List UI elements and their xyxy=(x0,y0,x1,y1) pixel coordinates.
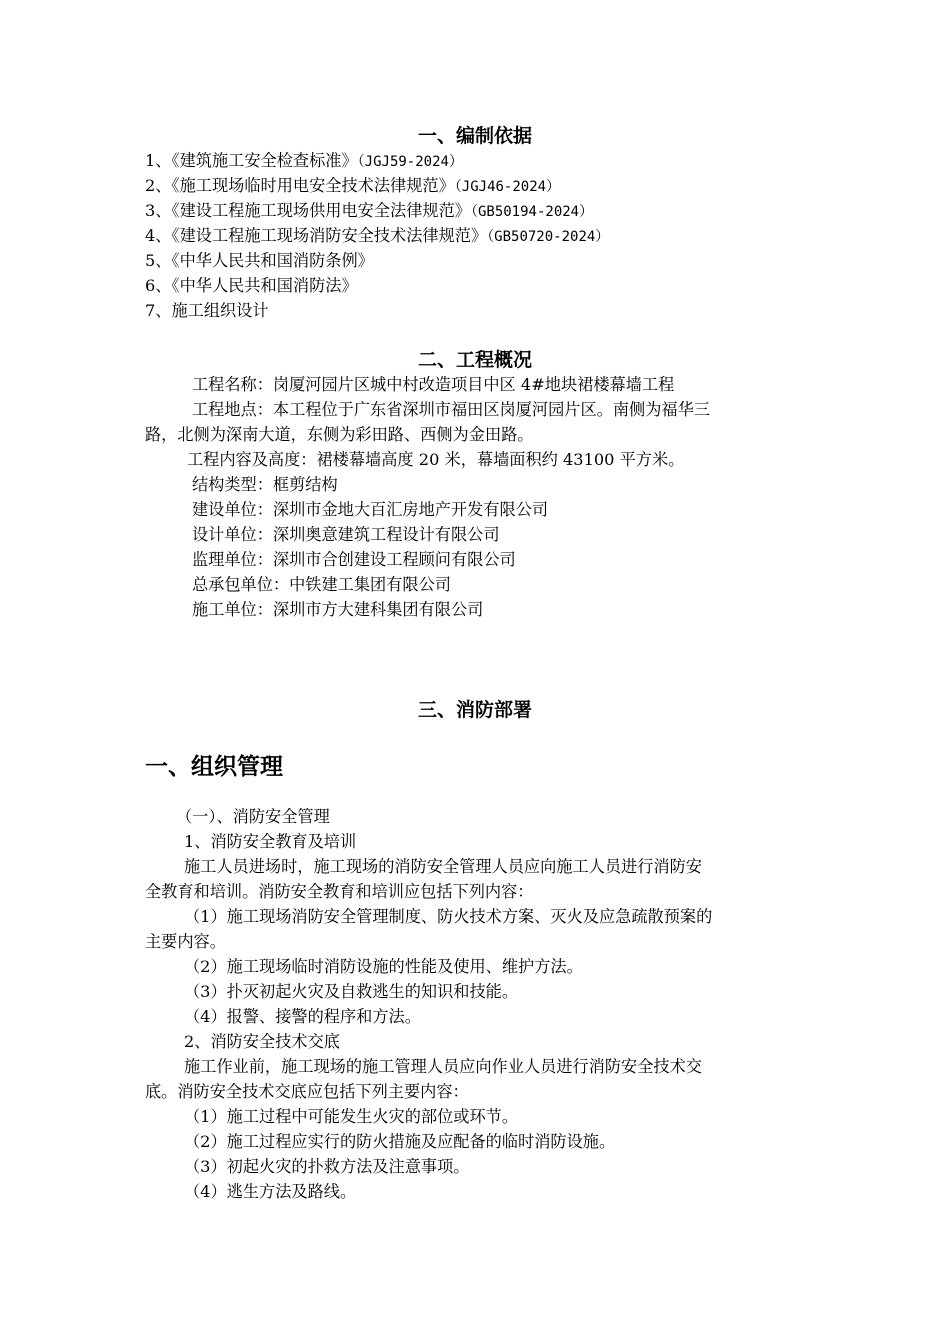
section-title-overview: 二、工程概况 xyxy=(417,349,532,371)
project-structure: 结构类型：框剪结构 xyxy=(192,475,338,494)
education-training-title: 1、消防安全教育及培训 xyxy=(184,832,357,851)
fire-safety-management-subheading: （一）、消防安全管理 xyxy=(176,807,330,826)
technical-item-2: （2）施工过程应实行的防火措施及应配备的临时消防设施。 xyxy=(184,1132,616,1151)
education-item-1-line2: 主要内容。 xyxy=(145,932,226,951)
basis-item-5: 5、《中华人民共和国消防条例》 xyxy=(145,251,374,270)
project-location-line2: 路，北侧为深南大道，东侧为彩田路、西侧为金田路。 xyxy=(145,425,534,444)
basis-item-1: 1、《建筑施工安全检查标准》（JGJ59-2024） xyxy=(145,151,463,170)
basis-item-7: 7、施工组织设计 xyxy=(145,301,269,320)
basis-item-6: 6、《中华人民共和国消防法》 xyxy=(145,276,358,295)
education-item-3: （3）扑灭初起火灾及自救逃生的知识和技能。 xyxy=(184,982,519,1001)
basis-item-3: 3、《建设工程施工现场供用电安全法律规范》（GB50194-2024） xyxy=(145,201,594,220)
education-item-1-line1: （1）施工现场消防安全管理制度、防火技术方案、灭火及应急疏散预案的 xyxy=(184,907,713,926)
project-designer: 设计单位：深圳奥意建筑工程设计有限公司 xyxy=(192,525,500,544)
education-item-4: （4）报警、接警的程序和方法。 xyxy=(184,1007,421,1026)
project-location-line1: 工程地点：本工程位于广东省深圳市福田区岗厦河园片区。南侧为福华三 xyxy=(192,400,710,419)
project-content-height: 工程内容及高度：裙楼幕墙高度 20 米，幕墙面积约 43100 平方米。 xyxy=(187,450,685,469)
project-owner: 建设单位：深圳市金地大百汇房地产开发有限公司 xyxy=(192,500,549,519)
project-general-contractor: 总承包单位：中铁建工集团有限公司 xyxy=(192,575,451,594)
technical-item-4: （4）逃生方法及路线。 xyxy=(184,1182,357,1201)
technical-paragraph-line2: 底。消防安全技术交底应包括下列主要内容： xyxy=(145,1082,469,1101)
education-paragraph-line1: 施工人员进场时，施工现场的消防安全管理人员应向施工人员进行消防安 xyxy=(184,857,702,876)
technical-item-1: （1）施工过程中可能发生火灾的部位或环节。 xyxy=(184,1107,519,1126)
org-management-heading: 一、组织管理 xyxy=(145,753,283,780)
education-paragraph-line2: 全教育和培训。消防安全教育和培训应包括下列内容： xyxy=(145,882,534,901)
basis-item-2: 2、《施工现场临时用电安全技术法律规范》（JGJ46-2024） xyxy=(145,176,561,195)
technical-paragraph-line1: 施工作业前，施工现场的施工管理人员应向作业人员进行消防安全技术交 xyxy=(184,1057,702,1076)
technical-item-3: （3）初起火灾的扑救方法及注意事项。 xyxy=(184,1157,470,1176)
education-item-2: （2）施工现场临时消防设施的性能及使用、维护方法。 xyxy=(184,957,583,976)
project-supervisor: 监理单位：深圳市合创建设工程顾问有限公司 xyxy=(192,550,516,569)
project-contractor: 施工单位：深圳市方大建科集团有限公司 xyxy=(192,600,484,619)
section-title-fire-deployment: 三、消防部署 xyxy=(417,699,532,721)
project-name: 工程名称：岗厦河园片区城中村改造项目中区 4#地块裙楼幕墙工程 xyxy=(192,375,675,394)
technical-briefing-title: 2、消防安全技术交底 xyxy=(184,1032,340,1051)
basis-item-4: 4、《建设工程施工现场消防安全技术法律规范》（GB50720-2024） xyxy=(145,226,610,245)
section-title-basis: 一、编制依据 xyxy=(417,125,532,147)
